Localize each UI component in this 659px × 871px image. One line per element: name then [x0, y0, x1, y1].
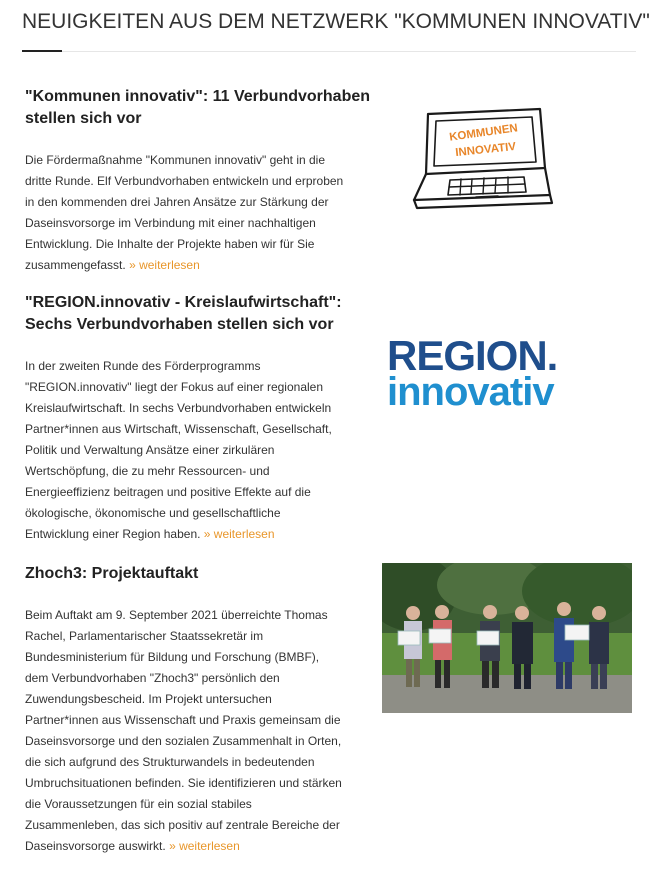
- article-title[interactable]: "Kommunen innovativ": 11 Verbundvorhaben stellen sich vor: [25, 88, 371, 127]
- article-teaser: Beim Auftakt am 9. September 2021 überreichte Thomas Rachel, Parlamentarischer Staatssekretär im Bundesministerium für Bildung und Forschung (BMBF), dem Verbundvorhaben "Zhoch3" persönlich den Zuwendungsbescheid. Im Projekt untersuchen Partner*innen aus Wissenschaft und Praxis gemeinsam die Daseinsvorsorge und den sozialen Zusammenhalt in Orten, die sich aufgrund des Strukturwandels in bedeutenden Umbruchsituationen befinden. Sie identifizieren und stärken die Voraussetzungen für ein sozial stabiles Zusammenleben, das sich positiv auf zentrale Bereiche der Daseinsvorsorge auswirkt. » weiterlesen: [25, 608, 342, 853]
- read-more-link[interactable]: » weiterlesen: [169, 839, 240, 853]
- kommunen-innovativ-laptop-illustration[interactable]: [412, 100, 554, 218]
- article-title[interactable]: Zhoch3: Projektauftakt: [25, 565, 199, 582]
- article-teaser: Die Fördermaßnahme "Kommunen innovativ" geht in die dritte Runde. Elf Verbundvorhaben entwickeln und erproben in den kommenden drei Jahren Ansätze zur Stärkung der Daseinsvorsorge im Verbindung mit einer nachhaltigen Entwicklung. Die Inhalte der Projekte haben wir für Sie zusammengefasst. » weiterlesen: [25, 153, 344, 272]
- region-innovativ-logo[interactable]: [383, 321, 632, 420]
- zhoch3-group-photo[interactable]: [382, 563, 632, 713]
- title-accent-line: [22, 50, 62, 52]
- image-lettering-innovativ: INNOVATIV: [454, 140, 517, 160]
- read-more-link[interactable]: » weiterlesen: [129, 258, 200, 272]
- image-lettering-kommunen: KOMMUNEN: [448, 122, 519, 144]
- article-teaser: In der zweiten Runde des Förderprogramms "REGION.innovativ" liegt der Fokus auf einer regionalen Kreislaufwirtschaft. In sechs Verbundvorhaben entwickeln Partner*innen aus Wirtschaft, Wissenschaft, Gesellschaft, Politik und Verwaltung Ansätze einer zirkulären Wertschöpfung, die zu mehr Ressourcen- und Energieeffizienz beitragen und positive Effekte auf die ökologische, ökonomische und gesellschaftliche Entwicklung einer Region haben. » weiterlesen: [25, 359, 332, 541]
- section-title: NEUIGKEITEN AUS DEM NETZWERK "KOMMUNEN INNOVATIV": [22, 10, 650, 33]
- logo-text-region: REGION.: [387, 332, 558, 379]
- article-title[interactable]: "REGION.innovativ - Kreislaufwirtschaft": Sechs Verbundvorhaben stellen sich vor: [25, 294, 342, 333]
- article-kommunen-innovativ: [25, 86, 385, 276]
- article-region-innovativ: [25, 292, 370, 545]
- logo-text-innovativ: innovativ: [387, 370, 554, 414]
- article-zhoch3: [25, 563, 375, 857]
- title-divider: [22, 51, 636, 52]
- read-more-link[interactable]: » weiterlesen: [203, 527, 275, 541]
